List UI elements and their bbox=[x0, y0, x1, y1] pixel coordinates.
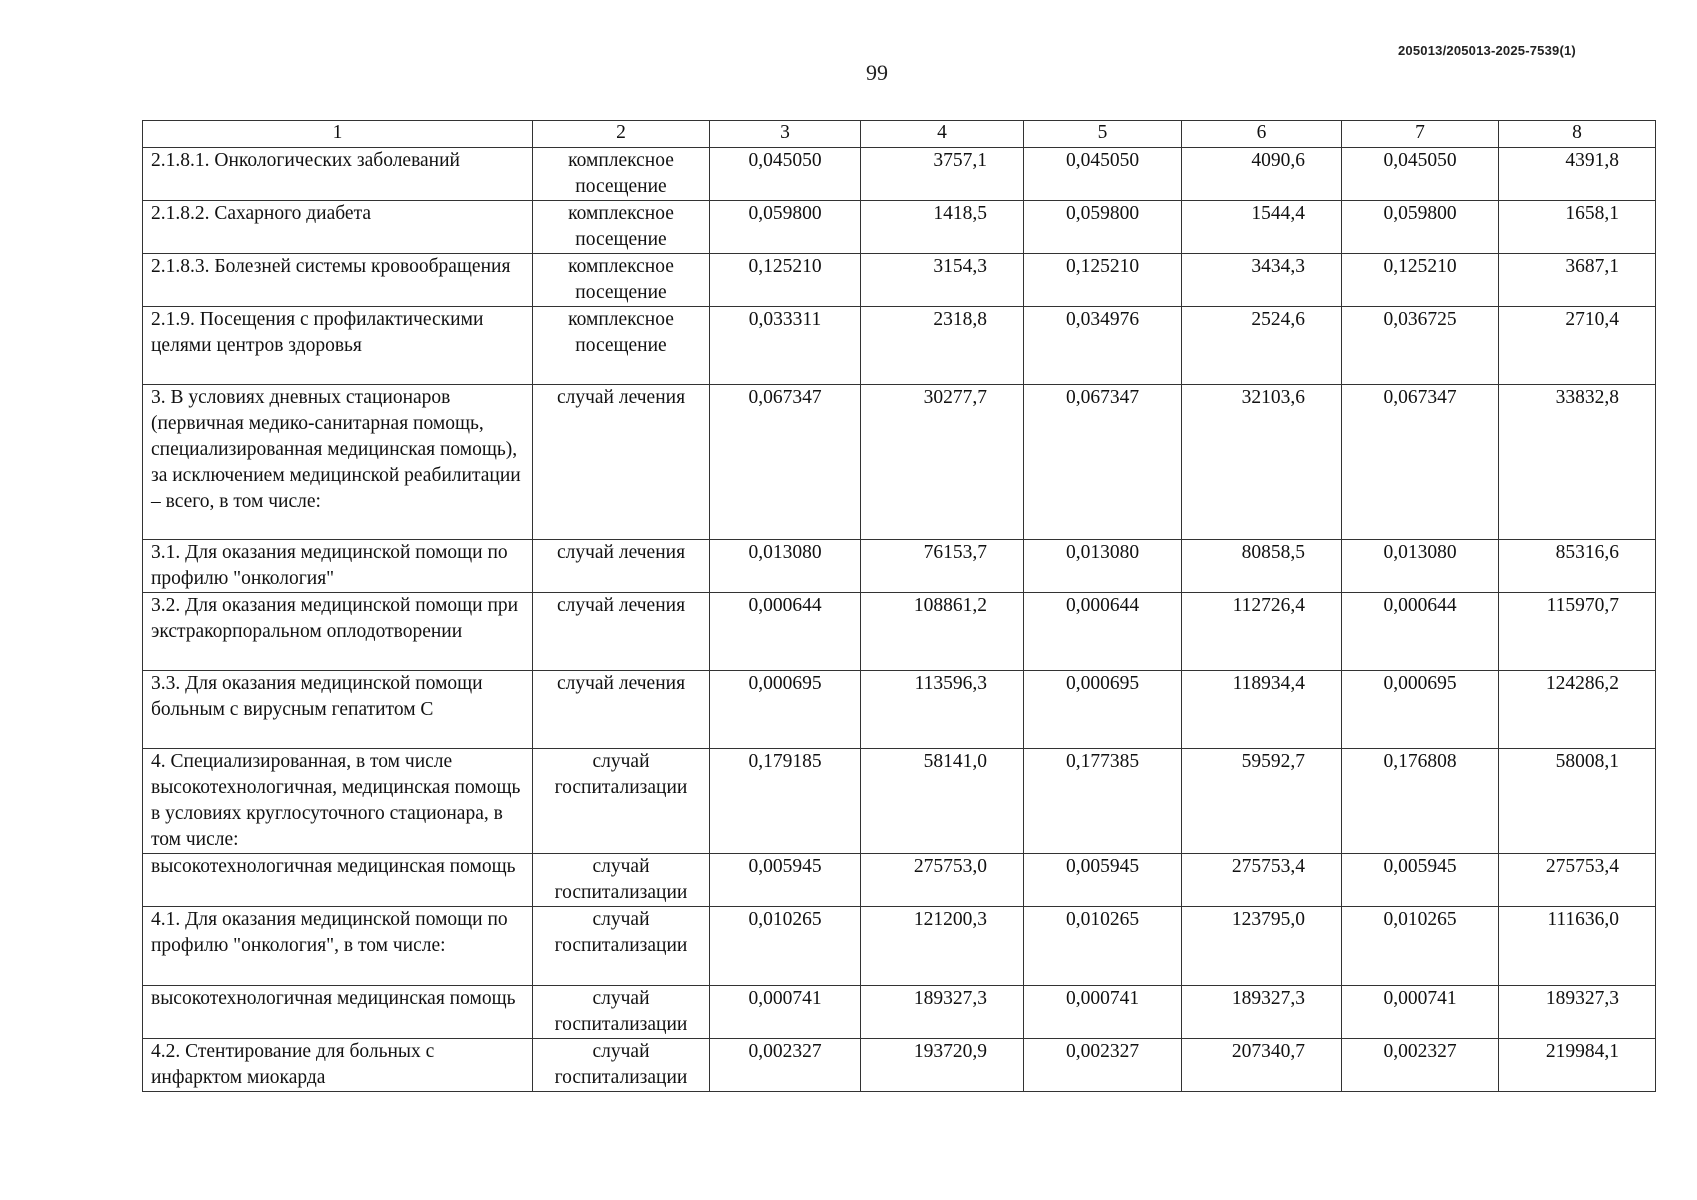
value-cell: 3687,1 bbox=[1499, 254, 1656, 307]
value-cell: 0,013080 bbox=[710, 540, 861, 593]
value-cell: 0,059800 bbox=[1342, 201, 1499, 254]
value-cell: 1418,5 bbox=[861, 201, 1024, 254]
document-id: 205013/205013-2025-7539(1) bbox=[1398, 43, 1576, 58]
value-cell: 0,177385 bbox=[1024, 749, 1182, 854]
unit-cell: случай госпитализации bbox=[533, 907, 710, 986]
value-cell: 189327,3 bbox=[1499, 986, 1656, 1039]
value-cell: 0,059800 bbox=[1024, 201, 1182, 254]
value-cell: 1658,1 bbox=[1499, 201, 1656, 254]
value-cell: 0,000741 bbox=[1342, 986, 1499, 1039]
value-cell: 0,000741 bbox=[1024, 986, 1182, 1039]
value-cell: 0,179185 bbox=[710, 749, 861, 854]
row-label: 3.2. Для оказания медицинской помощи при экстракорпоральном оплодотворении bbox=[143, 593, 533, 671]
table-row bbox=[143, 1039, 1656, 1092]
row-label: 4.2. Стентирование для больных с инфарктом миокарда bbox=[143, 1039, 533, 1092]
value-cell: 0,067347 bbox=[1024, 385, 1182, 540]
value-cell: 0,000695 bbox=[1024, 671, 1182, 749]
value-cell: 0,176808 bbox=[1342, 749, 1499, 854]
value-cell: 0,013080 bbox=[1342, 540, 1499, 593]
column-header: 6 bbox=[1182, 121, 1342, 148]
unit-cell: комплексное посещение bbox=[533, 148, 710, 201]
value-cell: 0,002327 bbox=[1342, 1039, 1499, 1092]
value-cell: 0,000695 bbox=[710, 671, 861, 749]
value-cell: 0,036725 bbox=[1342, 307, 1499, 385]
unit-cell: случай лечения bbox=[533, 540, 710, 593]
column-header: 3 bbox=[710, 121, 861, 148]
value-cell: 219984,1 bbox=[1499, 1039, 1656, 1092]
unit-cell: случай госпитализации bbox=[533, 1039, 710, 1092]
value-cell: 2710,4 bbox=[1499, 307, 1656, 385]
column-header: 1 bbox=[143, 121, 533, 148]
value-cell: 193720,9 bbox=[861, 1039, 1024, 1092]
value-cell: 118934,4 bbox=[1182, 671, 1342, 749]
value-cell: 76153,7 bbox=[861, 540, 1024, 593]
value-cell: 58141,0 bbox=[861, 749, 1024, 854]
unit-cell: комплексное посещение bbox=[533, 201, 710, 254]
value-cell: 32103,6 bbox=[1182, 385, 1342, 540]
table-row bbox=[143, 148, 1656, 201]
row-label: 4. Специализированная, в том числе высокотехнологичная, медицинская помощь в условиях круглосуточного стационара, в том числе: bbox=[143, 749, 533, 854]
value-cell: 33832,8 bbox=[1499, 385, 1656, 540]
value-cell: 0,033311 bbox=[710, 307, 861, 385]
row-label: 3.1. Для оказания медицинской помощи по профилю "онкология" bbox=[143, 540, 533, 593]
table-row bbox=[143, 907, 1656, 986]
value-cell: 0,000695 bbox=[1342, 671, 1499, 749]
row-label: 4.1. Для оказания медицинской помощи по профилю "онкология", в том числе: bbox=[143, 907, 533, 986]
value-cell: 0,010265 bbox=[710, 907, 861, 986]
value-cell: 121200,3 bbox=[861, 907, 1024, 986]
row-label: 3. В условиях дневных стационаров (первичная медико-санитарная помощь, специализированная медицинская помощь), за исключением медицинской реабилитации – всего, в том числе: bbox=[143, 385, 533, 540]
value-cell: 112726,4 bbox=[1182, 593, 1342, 671]
table-row bbox=[143, 540, 1656, 593]
value-cell: 2318,8 bbox=[861, 307, 1024, 385]
value-cell: 1544,4 bbox=[1182, 201, 1342, 254]
unit-cell: случай лечения bbox=[533, 593, 710, 671]
value-cell: 275753,0 bbox=[861, 854, 1024, 907]
column-header: 4 bbox=[861, 121, 1024, 148]
value-cell: 0,000644 bbox=[710, 593, 861, 671]
table-row bbox=[143, 671, 1656, 749]
value-cell: 80858,5 bbox=[1182, 540, 1342, 593]
value-cell: 0,002327 bbox=[710, 1039, 861, 1092]
value-cell: 0,125210 bbox=[1342, 254, 1499, 307]
column-header: 7 bbox=[1342, 121, 1499, 148]
value-cell: 0,067347 bbox=[710, 385, 861, 540]
row-label: высокотехнологичная медицинская помощь bbox=[143, 854, 533, 907]
unit-cell: комплексное посещение bbox=[533, 307, 710, 385]
unit-cell: комплексное посещение bbox=[533, 254, 710, 307]
value-cell: 3434,3 bbox=[1182, 254, 1342, 307]
value-cell: 0,000644 bbox=[1024, 593, 1182, 671]
value-cell: 85316,6 bbox=[1499, 540, 1656, 593]
row-label: 2.1.8.2. Сахарного диабета bbox=[143, 201, 533, 254]
table-row bbox=[143, 201, 1656, 254]
row-label: 2.1.8.3. Болезней системы кровообращения bbox=[143, 254, 533, 307]
value-cell: 0,045050 bbox=[1342, 148, 1499, 201]
table-row bbox=[143, 307, 1656, 385]
row-label: 2.1.9. Посещения с профилактическими целями центров здоровья bbox=[143, 307, 533, 385]
value-cell: 275753,4 bbox=[1499, 854, 1656, 907]
page-number: 99 bbox=[866, 60, 888, 85]
value-cell: 0,013080 bbox=[1024, 540, 1182, 593]
value-cell: 0,045050 bbox=[1024, 148, 1182, 201]
value-cell: 123795,0 bbox=[1182, 907, 1342, 986]
table-row bbox=[143, 749, 1656, 854]
value-cell: 111636,0 bbox=[1499, 907, 1656, 986]
value-cell: 59592,7 bbox=[1182, 749, 1342, 854]
value-cell: 0,002327 bbox=[1024, 1039, 1182, 1092]
unit-cell: случай госпитализации bbox=[533, 749, 710, 854]
value-cell: 3757,1 bbox=[861, 148, 1024, 201]
column-header: 5 bbox=[1024, 121, 1182, 148]
table-row bbox=[143, 593, 1656, 671]
row-label: 2.1.8.1. Онкологических заболеваний bbox=[143, 148, 533, 201]
value-cell: 0,000741 bbox=[710, 986, 861, 1039]
unit-cell: случай лечения bbox=[533, 385, 710, 540]
value-cell: 0,125210 bbox=[710, 254, 861, 307]
unit-cell: случай лечения bbox=[533, 671, 710, 749]
value-cell: 0,059800 bbox=[710, 201, 861, 254]
value-cell: 207340,7 bbox=[1182, 1039, 1342, 1092]
header-row bbox=[143, 121, 1656, 148]
table-row bbox=[143, 254, 1656, 307]
value-cell: 4391,8 bbox=[1499, 148, 1656, 201]
value-cell: 30277,7 bbox=[861, 385, 1024, 540]
value-cell: 0,034976 bbox=[1024, 307, 1182, 385]
value-cell: 124286,2 bbox=[1499, 671, 1656, 749]
row-label: высокотехнологичная медицинская помощь bbox=[143, 986, 533, 1039]
value-cell: 108861,2 bbox=[861, 593, 1024, 671]
value-cell: 0,005945 bbox=[1342, 854, 1499, 907]
column-header: 2 bbox=[533, 121, 710, 148]
value-cell: 113596,3 bbox=[861, 671, 1024, 749]
value-cell: 0,067347 bbox=[1342, 385, 1499, 540]
value-cell: 3154,3 bbox=[861, 254, 1024, 307]
value-cell: 58008,1 bbox=[1499, 749, 1656, 854]
unit-cell: случай госпитализации bbox=[533, 854, 710, 907]
value-cell: 189327,3 bbox=[1182, 986, 1342, 1039]
value-cell: 189327,3 bbox=[861, 986, 1024, 1039]
value-cell: 0,005945 bbox=[710, 854, 861, 907]
value-cell: 4090,6 bbox=[1182, 148, 1342, 201]
value-cell: 0,045050 bbox=[710, 148, 861, 201]
value-cell: 0,000644 bbox=[1342, 593, 1499, 671]
table-row bbox=[143, 385, 1656, 540]
unit-cell: случай госпитализации bbox=[533, 986, 710, 1039]
row-label: 3.3. Для оказания медицинской помощи больным с вирусным гепатитом С bbox=[143, 671, 533, 749]
value-cell: 0,010265 bbox=[1024, 907, 1182, 986]
data-table bbox=[142, 120, 1656, 1092]
value-cell: 0,125210 bbox=[1024, 254, 1182, 307]
value-cell: 0,005945 bbox=[1024, 854, 1182, 907]
column-header: 8 bbox=[1499, 121, 1656, 148]
value-cell: 0,010265 bbox=[1342, 907, 1499, 986]
value-cell: 2524,6 bbox=[1182, 307, 1342, 385]
table-row bbox=[143, 854, 1656, 907]
value-cell: 115970,7 bbox=[1499, 593, 1656, 671]
table-row bbox=[143, 986, 1656, 1039]
value-cell: 275753,4 bbox=[1182, 854, 1342, 907]
